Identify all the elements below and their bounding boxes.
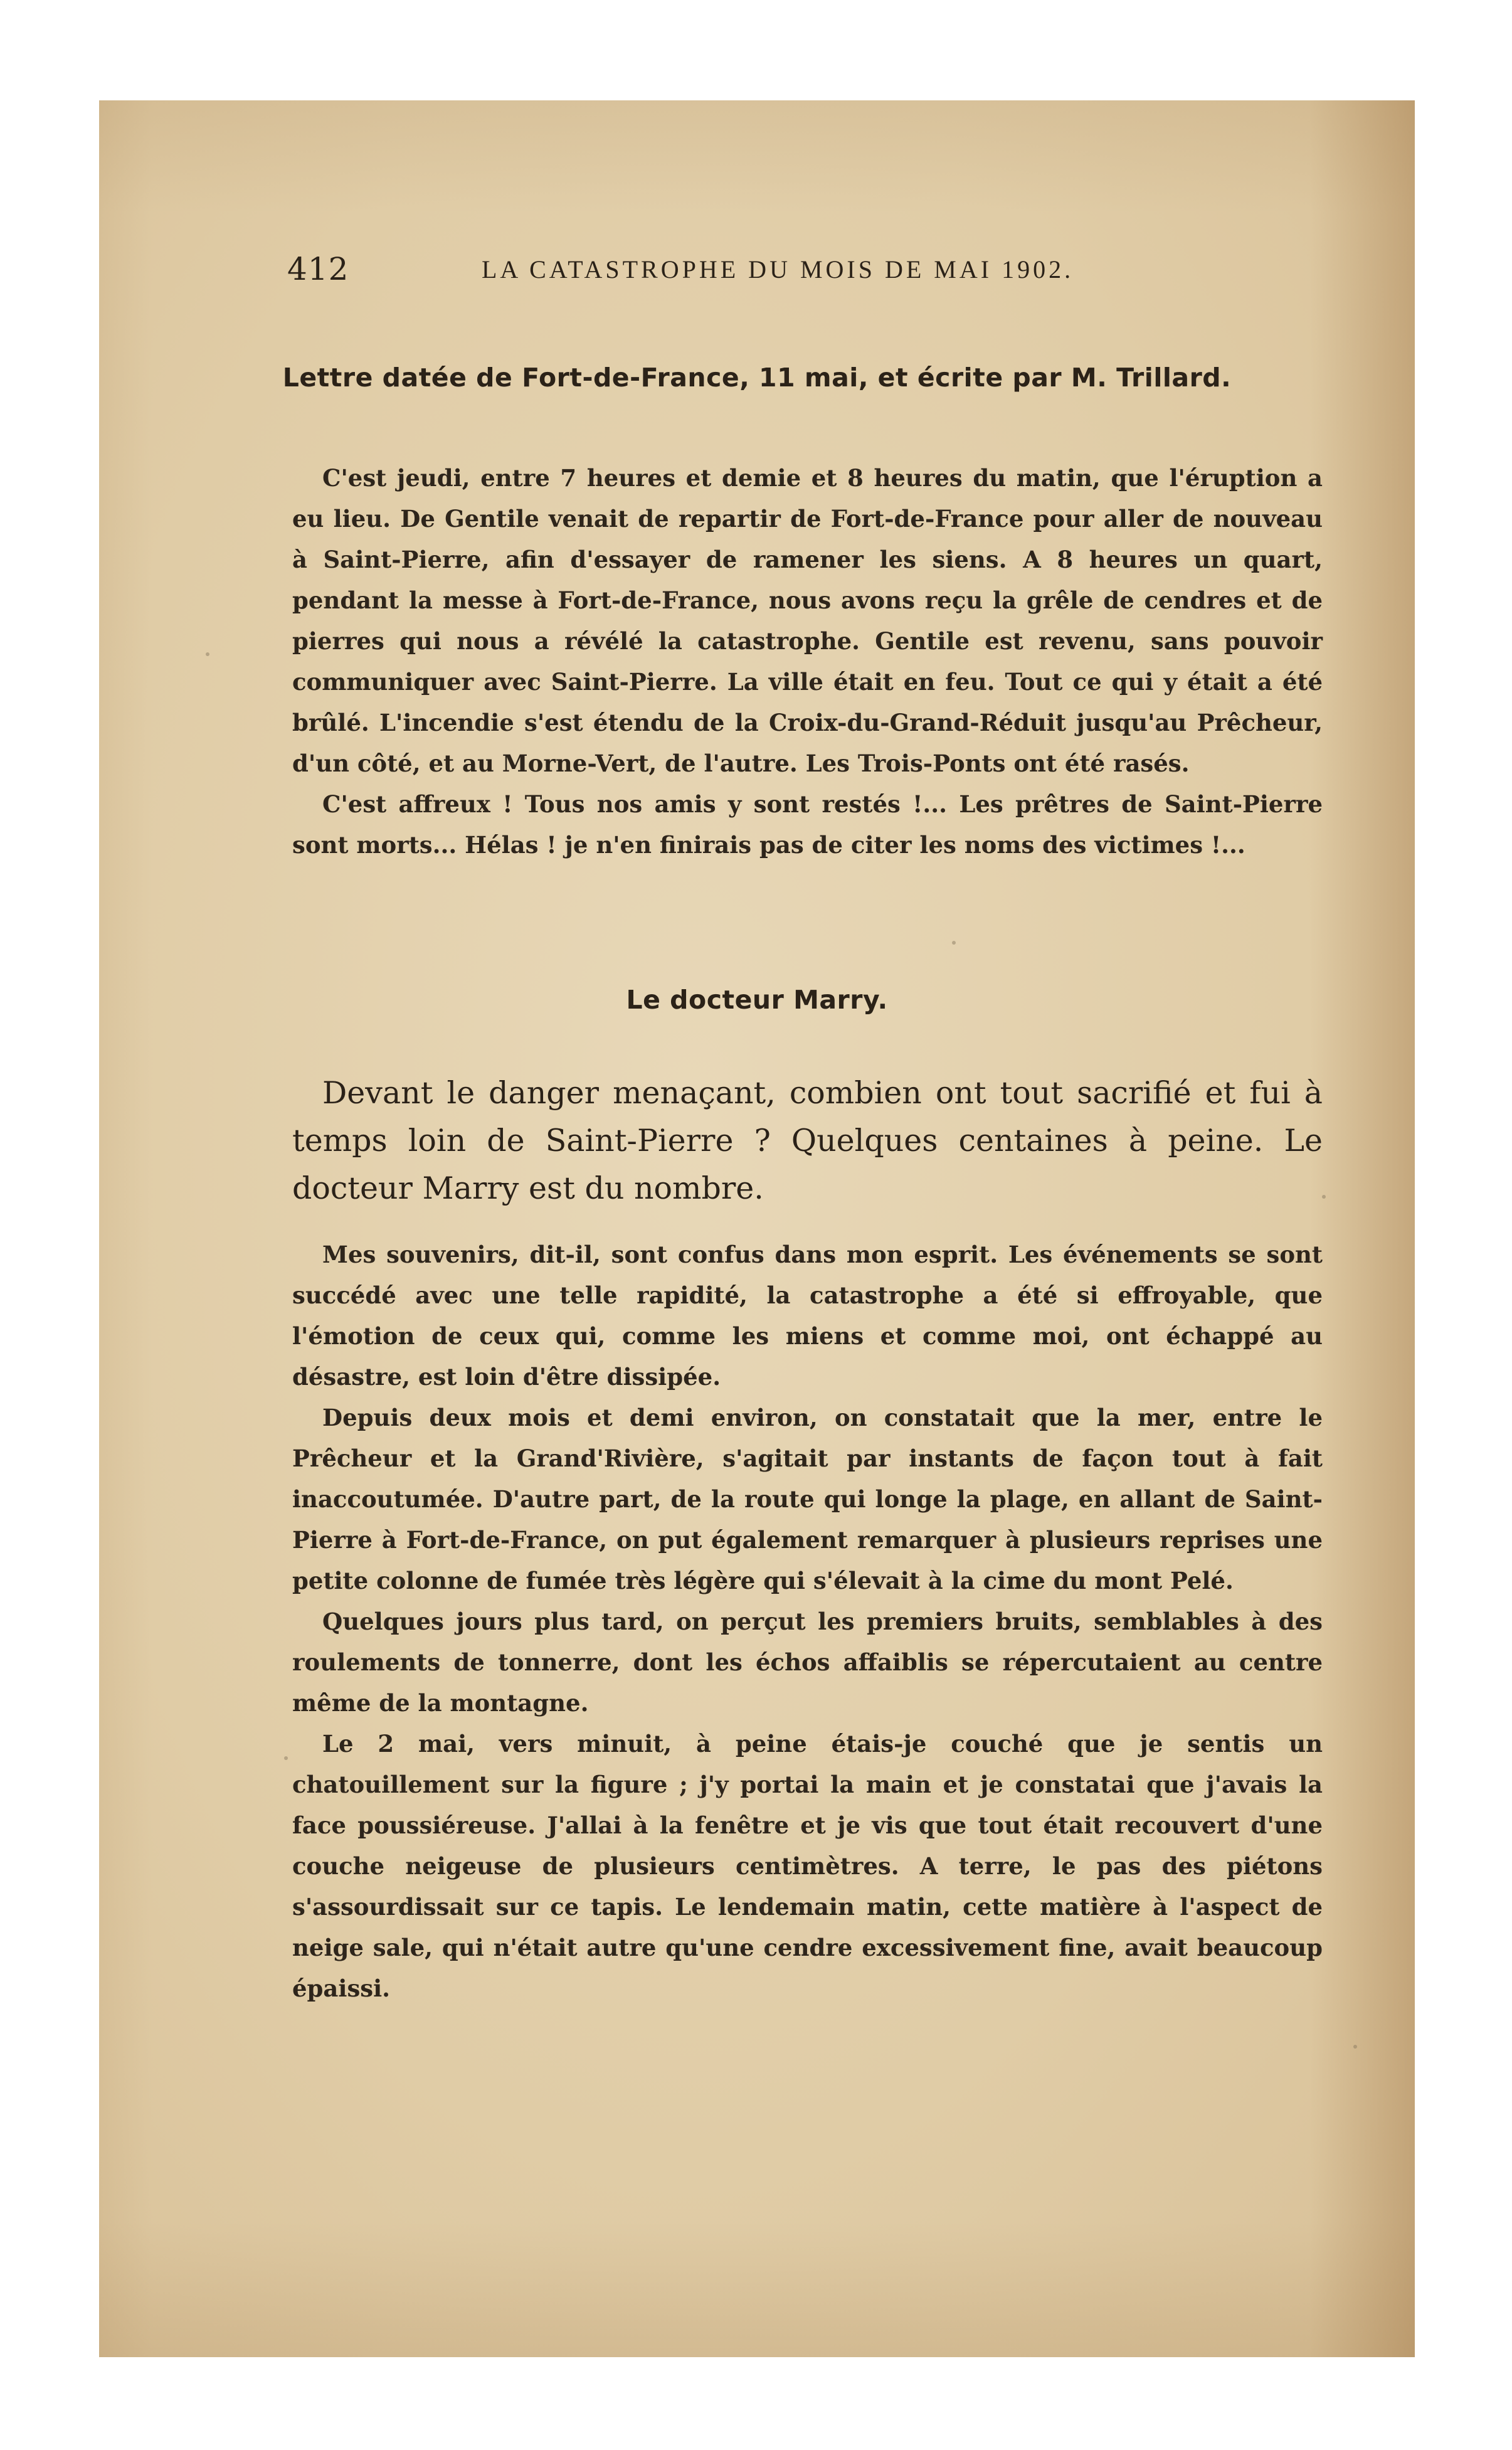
- paragraph: Quelques jours plus tard, on perçut les premiers bruits, semblables à des roulements de tonnerre, dont les échos affaiblis se répercutaient au centre même de la montagne.: [292, 1608, 1323, 1717]
- letter-body: [292, 458, 1323, 866]
- paragraph: Mes souvenirs, dit-il, sont confus dans mon esprit. Les événements se sont succédé avec une telle rapidité, la catastrophe a été si effroyable, que l'émotion de ceux qui, comme les miens et comme moi, ont échappé au désastre, est loin d'être dissipée.: [292, 1241, 1323, 1391]
- running-title: LA CATASTROPHE DU MOIS DE MAI 1902.: [482, 255, 1074, 284]
- page-number: 412: [287, 251, 349, 287]
- running-head: [287, 251, 1253, 301]
- paragraph: Le 2 mai, vers minuit, à peine étais-je couché que je sentis un chatouillement sur la figure ; j'y portai la main et je constatai que j'avais la face poussiéreuse. J'allai à la fenêtre et je vis que tout était recouvert d'une couche neigeuse de plusieurs centimètres. A terre, le pas des piétons s'assourdissait sur ce tapis. Le lendemain matin, cette matière à l'aspect de neige sale, qui n'était autre qu'une cendre excessivement fine, avait beaucoup épaissi.: [292, 1730, 1323, 2002]
- paragraph: C'est affreux ! Tous nos amis y sont restés !... Les prêtres de Saint-Pierre sont morts... Hélas ! je n'en finirais pas de citer les noms des victimes !...: [292, 790, 1323, 859]
- intro-paragraph: Devant le danger menaçant, combien ont tout sacrifié et fui à temps loin de Saint-Pierre ? Quelques centaines à peine. Le docteur Marry est du nombre.: [292, 1075, 1323, 1206]
- paragraph: Depuis deux mois et demi environ, on constatait que la mer, entre le Prêcheur et la Grand'Rivière, s'agitait par instants de façon tout à fait inaccoutumée. D'autre part, de la route qui longe la plage, en allant de Saint-Pierre à Fort-de-France, on put également remarquer à plusieurs reprises une petite colonne de fumée très légère qui s'élevait à la cime du mont Pelé.: [292, 1404, 1323, 1594]
- intro-paragraph-block: [292, 1069, 1323, 1212]
- section-heading-letter: Lettre datée de Fort-de-France, 11 mai, et écrite par M. Trillard.: [282, 363, 1232, 393]
- paragraph: C'est jeudi, entre 7 heures et demie et 8 heures du matin, que l'éruption a eu lieu. De Gentile venait de repartir de Fort-de-France pour aller de nouveau à Saint-Pierre, afin d'essayer de ramener les siens. A 8 heures un quart, pendant la messe à Fort-de-France, nous avons reçu la grêle de cendres et de pierres qui nous a révélé la catastrophe. Gentile est revenu, sans pouvoir communiquer avec Saint-Pierre. La ville était en feu. Tout ce qui y était a été brûlé. L'incendie s'est étendu de la Croix-du-Grand-Réduit jusqu'au Prêcheur, d'un côté, et au Morne-Vert, de l'autre. Les Trois-Ponts ont été rasés.: [292, 464, 1323, 777]
- section-heading-marry: Le docteur Marry.: [626, 985, 888, 1015]
- book-page: [99, 100, 1415, 2357]
- marry-testimony: [292, 1234, 1323, 2009]
